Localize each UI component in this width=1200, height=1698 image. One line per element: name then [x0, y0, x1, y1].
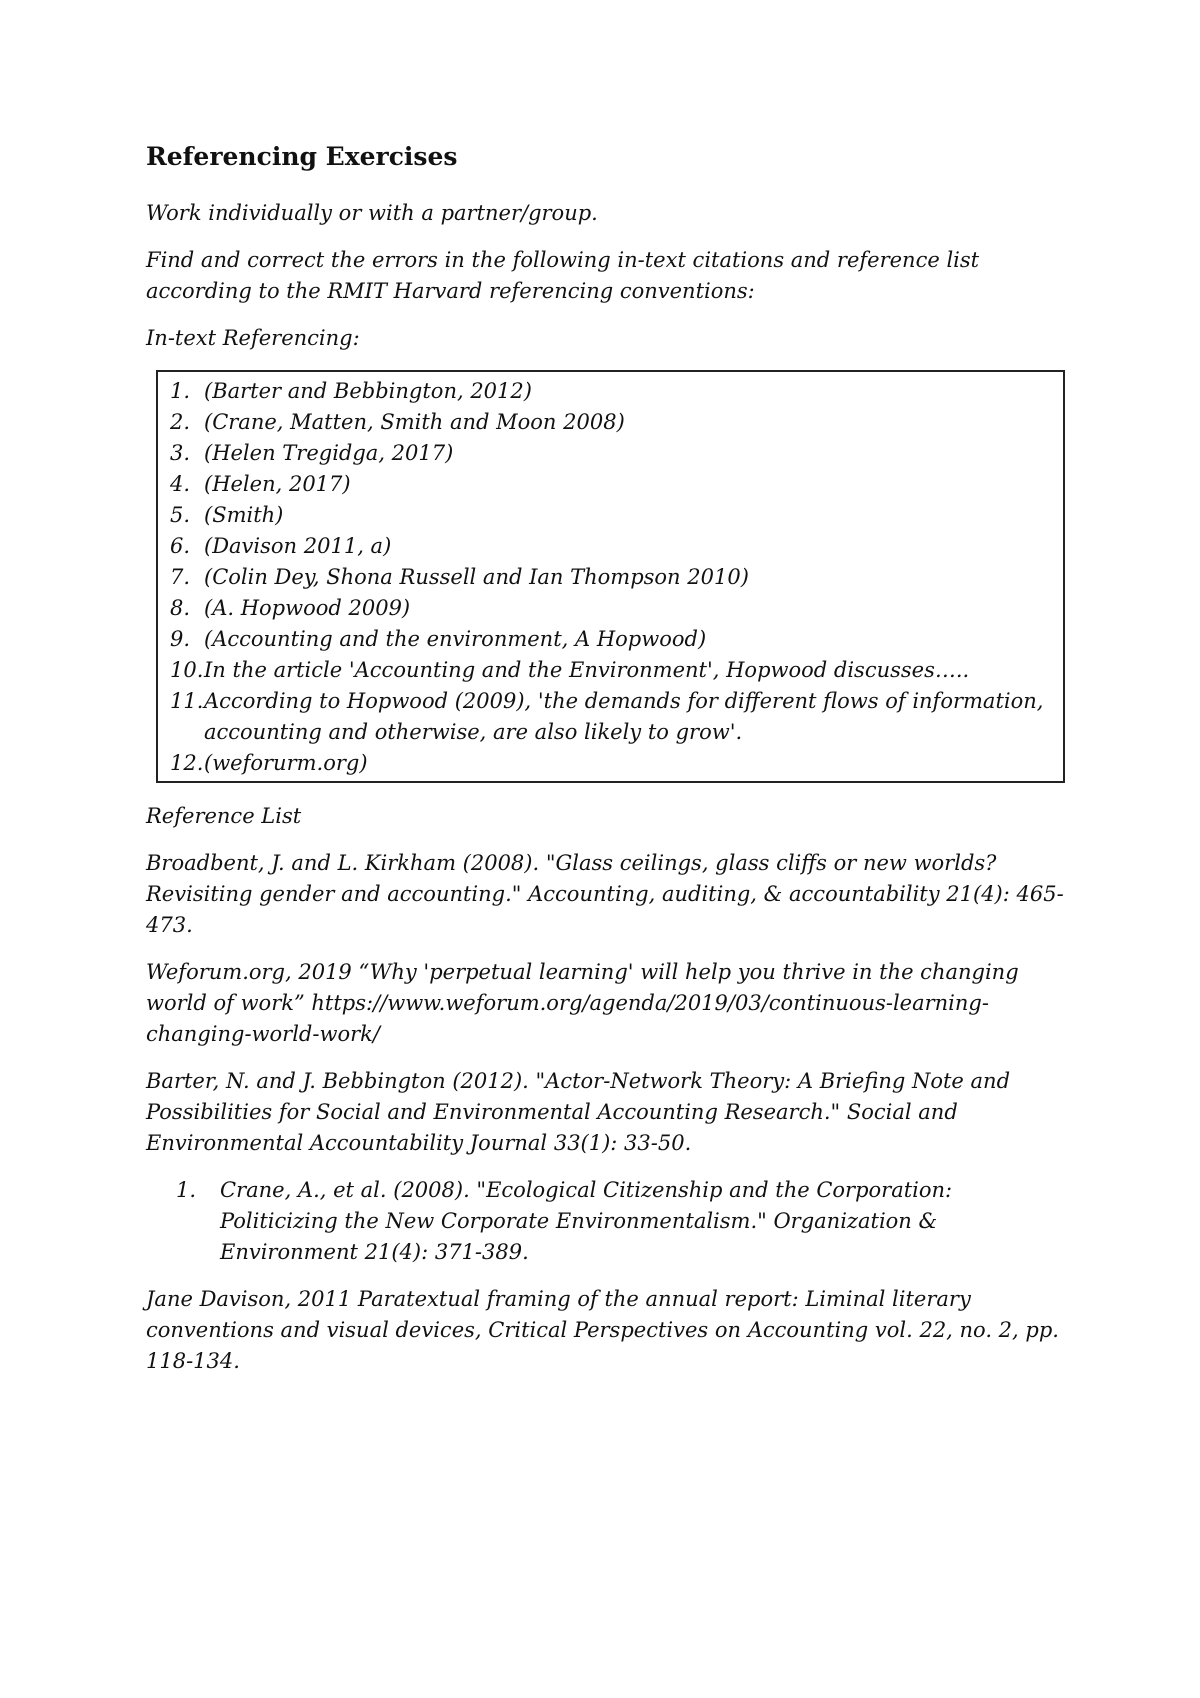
citation-number: 5.	[170, 503, 191, 527]
citation-item	[158, 624, 1063, 655]
citation-number: 1.	[170, 379, 191, 403]
citation-number: 9.	[170, 627, 191, 651]
reference-broadbent: Broadbent, J. and L. Kirkham (2008). "Glass ceilings, glass cliffs or new worlds? Revisiting gender and accounting." Accounting, auditing, & accountability 21(4): 465-473.	[146, 851, 1064, 937]
intext-heading: In-text Referencing:	[146, 326, 360, 350]
citation-number: 11.	[170, 689, 204, 713]
citation-text: (weforurm.org)	[204, 751, 368, 775]
reference-barter: Barter, N. and J. Bebbington (2012). "Actor-Network Theory: A Briefing Note and Possibilities for Social and Environmental Accounting Research." Social and Environmental Accountability Journal 33(1): 33-50.	[146, 1069, 1011, 1155]
citation-text: (Crane, Matten, Smith and Moon 2008)	[204, 410, 625, 434]
citation-text: (Smith)	[204, 503, 284, 527]
citation-item	[158, 438, 1063, 469]
citation-item	[158, 562, 1063, 593]
citation-text: (Colin Dey, Shona Russell and Ian Thompson 2010)	[204, 565, 749, 589]
citation-number: 12.	[170, 751, 204, 775]
instruction-find-and-correct: Find and correct the errors in the following in-text citations and reference list according to the RMIT Harvard referencing conventions:	[146, 248, 980, 303]
intext-citations-list	[158, 376, 1063, 779]
citation-text: (A. Hopwood 2009)	[204, 596, 411, 620]
citation-number: 3.	[170, 441, 191, 465]
reference-crane	[176, 1175, 1076, 1268]
citation-number: 2.	[170, 410, 191, 434]
citation-text: In the article 'Accounting and the Environment', Hopwood discusses…..	[204, 658, 970, 682]
citation-item	[158, 748, 1063, 779]
citation-text: (Helen Tregidga, 2017)	[204, 441, 454, 465]
citation-text: (Barter and Bebbington, 2012)	[204, 379, 532, 403]
citation-number: 4.	[170, 472, 191, 496]
citation-text: According to Hopwood (2009), 'the demands for different flows of information, accounting and otherwise, are also likely to grow'.	[204, 689, 1044, 744]
citation-item	[158, 407, 1063, 438]
page-title: Referencing Exercises	[146, 142, 458, 171]
citation-item	[158, 655, 1063, 686]
intext-citations-box	[156, 370, 1065, 783]
citation-number: 6.	[170, 534, 191, 558]
citation-item	[158, 500, 1063, 531]
citation-item	[158, 469, 1063, 500]
reference-crane-text: Crane, A., et al. (2008). "Ecological Citizenship and the Corporation: Politicizing the New Corporate Environmentalism." Organization & Environment 21(4): 371-389.	[220, 1178, 953, 1264]
citation-item	[158, 593, 1063, 624]
reference-list-heading: Reference List	[146, 804, 302, 828]
citation-text: (Accounting and the environment, A Hopwood)	[204, 627, 707, 651]
document-page	[146, 140, 1076, 1393]
citation-number: 10.	[170, 658, 204, 682]
citation-number: 8.	[170, 596, 191, 620]
reference-davison: Jane Davison, 2011 Paratextual framing of the annual report: Liminal literary conventions and visual devices, Critical Perspectives on Accounting vol. 22, no. 2, pp. 118-134.	[146, 1287, 1059, 1373]
citation-text: (Davison 2011, a)	[204, 534, 392, 558]
reference-weforum: Weforum.org, 2019 “Why 'perpetual learning' will help you thrive in the changing world of work” https://www.weforum.org/agenda/2019/03/continuous-learning-changing-world-work/	[146, 960, 1019, 1046]
reference-number: 1.	[176, 1178, 197, 1202]
citation-item	[158, 686, 1063, 748]
citation-item	[158, 531, 1063, 562]
citation-number: 7.	[170, 565, 191, 589]
citation-text: (Helen, 2017)	[204, 472, 351, 496]
citation-item	[158, 376, 1063, 407]
instruction-work-individually: Work individually or with a partner/group.	[146, 201, 598, 225]
